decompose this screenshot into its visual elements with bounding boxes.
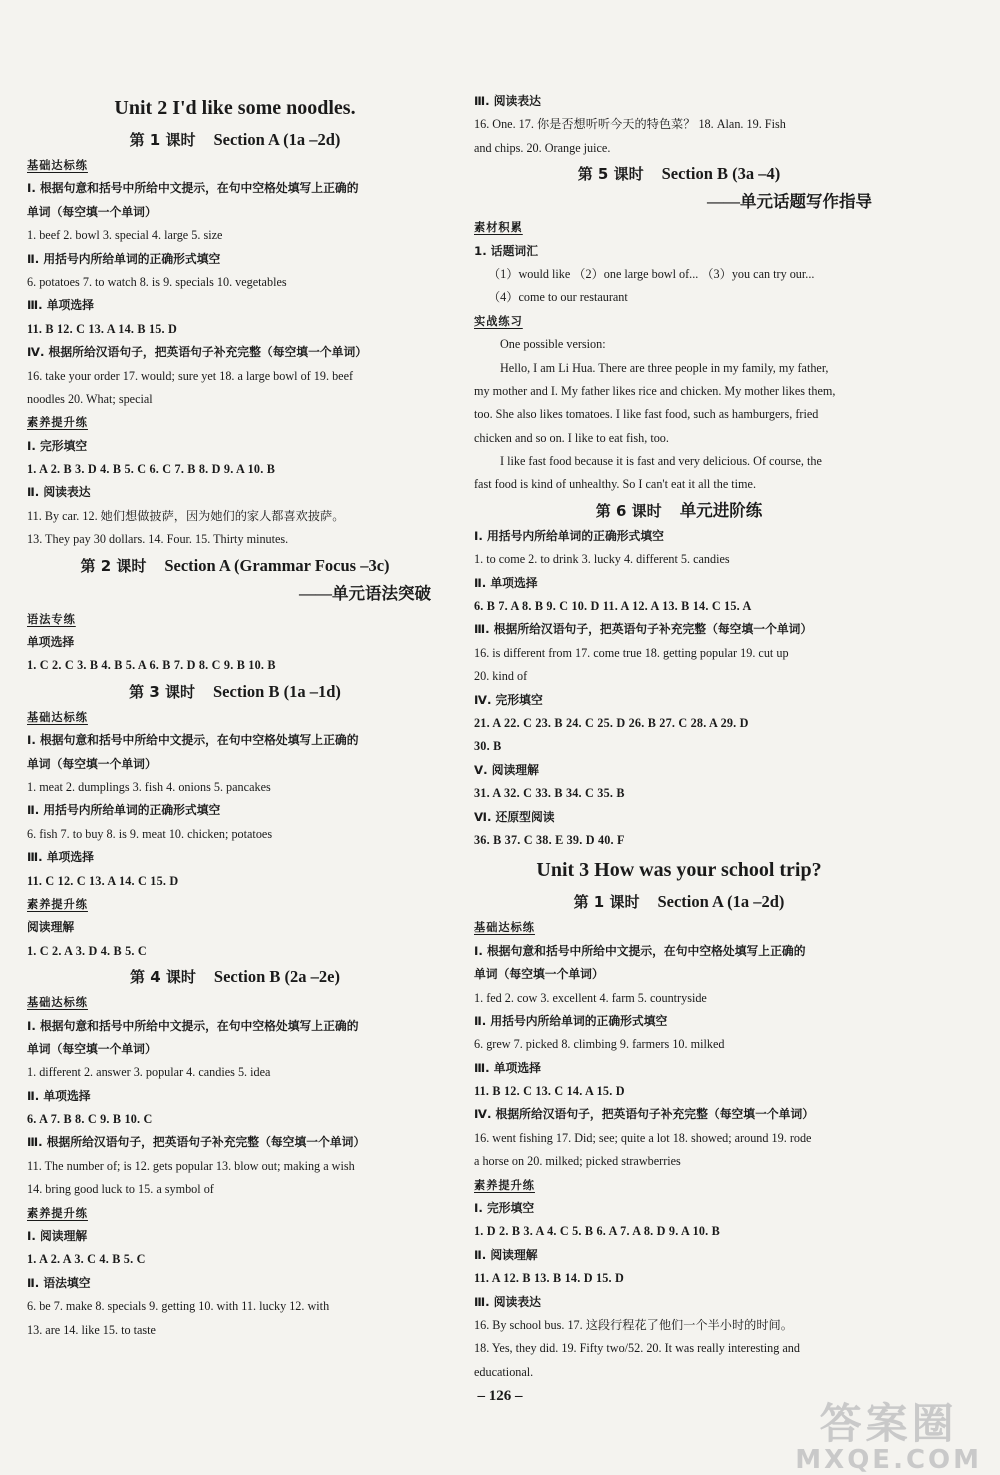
lesson-header bbox=[27, 963, 443, 991]
answer-line: 18. Yes, they did. 19. Fifty two/52. 20. It was really interesting and bbox=[474, 1341, 800, 1356]
lesson-number: 第 1 课时 bbox=[573, 893, 640, 912]
lesson-section: Section A (1a –2d) bbox=[213, 130, 341, 149]
answer-line: 11. C 12. C 13. A 14. C 15. D bbox=[27, 873, 179, 888]
answer-line: chicken and so on. I like to eat fish, too. bbox=[474, 430, 669, 445]
practice-category: 基础达标练 bbox=[27, 996, 88, 1010]
watermark-domain: MXQE.COM bbox=[795, 1445, 982, 1475]
answer-line: 36. B 37. C 38. E 39. D 40. F bbox=[474, 832, 625, 847]
essay-line: One possible version: bbox=[500, 337, 606, 352]
answer-line: 6. fish 7. to buy 8. is 9. meat 10. chicken; potatoes bbox=[27, 826, 273, 841]
practice-category: 基础达标练 bbox=[27, 710, 88, 724]
exercise-instruction: Ⅰ. 用括号内所给单词的正确形式填空 bbox=[474, 528, 664, 543]
practice-category: 素养提升练 bbox=[27, 897, 88, 911]
exercise-instruction: Ⅳ. 完形填空 bbox=[474, 692, 543, 707]
answer-line: 14. bring good luck to 15. a symbol of bbox=[27, 1182, 214, 1197]
vocab-line: （4）come to our restaurant bbox=[488, 290, 628, 305]
lesson-header bbox=[27, 126, 443, 154]
essay-line: I like fast food because it is fast and very delicious. Of course, the bbox=[500, 454, 822, 469]
lesson-section: Section B (3a –4) bbox=[661, 164, 781, 184]
lesson-subtitle: ——单元话题写作指导 bbox=[707, 192, 872, 212]
right-column bbox=[474, 90, 884, 1384]
answer-line: 11. B 12. C 13. C 14. A 15. D bbox=[474, 1084, 625, 1099]
answer-line: and chips. 20. Orange juice. bbox=[474, 140, 611, 155]
exercise-instruction: Ⅱ. 阅读理解 bbox=[474, 1247, 538, 1262]
lesson-header bbox=[27, 678, 443, 706]
exercise-instruction: Ⅰ. 根据句意和括号中所给中文提示，在句中空格处填写上正确的 bbox=[27, 733, 359, 748]
lesson-section: Section B (2a –2e) bbox=[213, 967, 340, 987]
lesson-header bbox=[474, 497, 884, 525]
category-line bbox=[27, 154, 443, 177]
site-watermark bbox=[795, 1399, 982, 1475]
answer-line: 1. D 2. B 3. A 4. C 5. B 6. A 7. A 8. D 9. A 10. B bbox=[474, 1224, 721, 1239]
answer-line: 11. The number of; is 12. gets popular 13. blow out; making a wish bbox=[27, 1158, 355, 1173]
answer-line: 30. B bbox=[474, 739, 502, 754]
left-column bbox=[27, 90, 443, 1342]
category-line bbox=[474, 216, 884, 239]
practice-category: 素养提升练 bbox=[27, 1206, 88, 1220]
watermark-logo-text: 答案圈 bbox=[819, 1399, 958, 1448]
category-line bbox=[27, 991, 443, 1014]
category-line bbox=[27, 893, 443, 916]
exercise-instruction: Ⅱ. 单项选择 bbox=[474, 575, 538, 590]
lesson-subtitle: ——单元语法突破 bbox=[299, 583, 431, 603]
answer-line: 13. They pay 30 dollars. 14. Four. 15. Thirty minutes. bbox=[27, 532, 289, 547]
exercise-instruction: 单词（每空填一个单词） bbox=[27, 1041, 157, 1056]
answer-line: 13. are 14. like 15. to taste bbox=[27, 1322, 156, 1337]
page-number: – 126 – bbox=[477, 1388, 523, 1404]
exercise-instruction: Ⅲ. 单项选择 bbox=[474, 1060, 541, 1075]
exercise-instruction: Ⅳ. 根据所给汉语句子，把英语句子补充完整（每空填一个单词） bbox=[474, 1107, 815, 1122]
exercise-instruction: Ⅰ. 完形填空 bbox=[27, 438, 88, 453]
answer-line: fast food is kind of unhealthy. So I can't eat it all the time. bbox=[474, 477, 756, 492]
lesson-section: Section A (Grammar Focus –3c) bbox=[164, 555, 390, 575]
exercise-instruction: Ⅰ. 阅读理解 bbox=[27, 1229, 88, 1244]
answer-line: 6. A 7. B 8. C 9. B 10. C bbox=[27, 1112, 153, 1127]
category-line bbox=[27, 411, 443, 434]
answer-line: 6. grew 7. picked 8. climbing 9. farmers 10. milked bbox=[474, 1037, 725, 1052]
exercise-instruction: Ⅰ. 完形填空 bbox=[474, 1201, 535, 1216]
exercise-instruction: Ⅱ. 用括号内所给单词的正确形式填空 bbox=[27, 251, 221, 266]
exercise-instruction: Ⅵ. 还原型阅读 bbox=[474, 809, 555, 824]
answer-line: 6. potatoes 7. to watch 8. is 9. specials 10. vegetables bbox=[27, 274, 287, 289]
answer-line: 31. A 32. C 33. B 34. C 35. B bbox=[474, 786, 625, 801]
practice-category: 基础达标练 bbox=[27, 159, 88, 172]
answer-line: 11. A 12. B 13. B 14. D 15. D bbox=[474, 1271, 625, 1286]
category-line bbox=[474, 916, 884, 939]
answer-line: 1. A 2. B 3. D 4. B 5. C 6. C 7. B 8. D 9. A 10. B bbox=[27, 462, 276, 477]
answer-line: 1. fed 2. cow 3. excellent 4. farm 5. countryside bbox=[474, 990, 707, 1005]
exercise-instruction: 单词（每空填一个单词） bbox=[474, 967, 604, 982]
exercise-instruction: Ⅱ. 用括号内所给单词的正确形式填空 bbox=[474, 1013, 668, 1028]
exercise-instruction: Ⅲ. 根据所给汉语句子，把英语句子补充完整（每空填一个单词） bbox=[27, 1135, 366, 1150]
exercise-instruction: Ⅲ. 阅读表达 bbox=[474, 1294, 541, 1309]
answer-line: 1. A 2. A 3. C 4. B 5. C bbox=[27, 1252, 146, 1267]
lesson-number: 第 1 课时 bbox=[129, 131, 196, 149]
practice-category: 基础达标练 bbox=[474, 921, 535, 935]
answer-line: 21. A 22. C 23. B 24. C 25. D 26. B 27. C 28. A 29. D bbox=[474, 715, 749, 730]
exercise-instruction: Ⅲ. 单项选择 bbox=[27, 850, 94, 865]
lesson-number: 第 4 课时 bbox=[130, 968, 196, 987]
practice-category: 语法专练 bbox=[27, 612, 76, 626]
exercise-instruction: Ⅰ. 根据句意和括号中所给中文提示，在句中空格处填写上正确的 bbox=[474, 943, 806, 958]
essay-line: Hello, I am Li Hua. There are three people in my family, my father, bbox=[500, 360, 829, 375]
answer-line: 1. beef 2. bowl 3. special 4. large 5. size bbox=[27, 228, 223, 243]
category-line bbox=[27, 1202, 443, 1225]
answer-line: 16. By school bus. 17. 这段行程花了他们一个半小时的时间。 bbox=[474, 1317, 793, 1332]
lesson-header bbox=[27, 552, 443, 580]
lesson-section: Section B (1a –1d) bbox=[213, 681, 341, 701]
lesson-section: 单元进阶练 bbox=[679, 500, 763, 520]
answer-line: 6. B 7. A 8. B 9. C 10. D 11. A 12. A 13. B 14. C 15. A bbox=[474, 599, 752, 614]
answer-line: 16. One. 17. 你是否想听听今天的特色菜？ 18. Alan. 19. Fish bbox=[474, 117, 786, 132]
exercise-instruction: 单词（每空填一个单词） bbox=[27, 204, 157, 219]
exercise-instruction: 单项选择 bbox=[27, 635, 75, 650]
exercise-instruction: 1. 话题词汇 bbox=[474, 243, 538, 258]
lesson-section: Section A (1a –2d) bbox=[657, 892, 785, 912]
practice-category: 素养提升练 bbox=[27, 416, 88, 430]
unit-title: Unit 3 How was your school trip? bbox=[536, 859, 822, 882]
answer-line: 16. is different from 17. come true 18. getting popular 19. cut up bbox=[474, 645, 789, 660]
unit-title: Unit 2 I'd like some noodles. bbox=[114, 97, 356, 119]
category-line bbox=[27, 706, 443, 729]
exercise-instruction: Ⅲ. 单项选择 bbox=[27, 298, 94, 313]
exercise-instruction: Ⅰ. 根据句意和括号中所给中文提示，在句中空格处填写上正确的 bbox=[27, 1018, 359, 1033]
answer-line: 1. meat 2. dumplings 3. fish 4. onions 5. pancakes bbox=[27, 779, 271, 794]
exercise-instruction: Ⅱ. 用括号内所给单词的正确形式填空 bbox=[27, 803, 221, 818]
answer-line: too. She also likes tomatoes. I like fast food, such as hamburgers, fried bbox=[474, 407, 819, 422]
exercise-instruction: Ⅱ. 单项选择 bbox=[27, 1088, 91, 1103]
answer-line: 1. C 2. A 3. D 4. B 5. C bbox=[27, 943, 147, 958]
answer-line: a horse on 20. milked; picked strawberries bbox=[474, 1154, 681, 1169]
exercise-instruction: 阅读理解 bbox=[27, 920, 75, 935]
practice-category: 素材积累 bbox=[474, 221, 523, 235]
answer-line: 6. be 7. make 8. specials 9. getting 10. with 11. lucky 12. with bbox=[27, 1299, 330, 1314]
exercise-instruction: Ⅰ. 根据句意和括号中所给中文提示，在句中空格处填写上正确的 bbox=[27, 181, 359, 196]
exercise-instruction: Ⅲ. 根据所给汉语句子，把英语句子补充完整（每空填一个单词） bbox=[474, 622, 813, 637]
lesson-number: 第 2 课时 bbox=[80, 556, 147, 575]
answer-line: 16. take your order 17. would; sure yet 18. a large bowl of 19. beef bbox=[27, 368, 354, 383]
practice-category: 实战练习 bbox=[474, 314, 523, 328]
answer-line: 1. C 2. C 3. B 4. B 5. A 6. B 7. D 8. C 9. B 10. B bbox=[27, 658, 276, 673]
vocab-line: （1）would like （2）one large bowl of... （3）you can try our... bbox=[488, 266, 815, 281]
answer-line: 16. went fishing 17. Did; see; quite a lot 18. showed; around 19. rode bbox=[474, 1130, 812, 1145]
lesson-header bbox=[474, 160, 884, 188]
category-line bbox=[474, 1174, 884, 1197]
exercise-instruction: Ⅱ. 阅读表达 bbox=[27, 485, 91, 500]
lesson-number: 第 3 课时 bbox=[129, 682, 195, 701]
exercise-instruction: 单词（每空填一个单词） bbox=[27, 756, 157, 771]
category-line bbox=[474, 310, 884, 333]
answer-line: 11. B 12. C 13. A 14. B 15. D bbox=[27, 321, 178, 336]
answer-line: 20. kind of bbox=[474, 669, 528, 684]
exercise-instruction: Ⅴ. 阅读理解 bbox=[474, 762, 539, 777]
lesson-number: 第 6 课时 bbox=[595, 501, 662, 520]
exercise-instruction: Ⅱ. 语法填空 bbox=[27, 1275, 91, 1290]
answer-line: noodles 20. What; special bbox=[27, 391, 153, 406]
lesson-header bbox=[474, 888, 884, 916]
answer-line: 11. By car. 12. 她们想做披萨，因为她们的家人都喜欢披萨。 bbox=[27, 508, 345, 523]
answer-line: 1. different 2. answer 3. popular 4. candies 5. idea bbox=[27, 1065, 271, 1080]
answer-line: 1. to come 2. to drink 3. lucky 4. different 5. candies bbox=[474, 552, 730, 567]
category-line bbox=[27, 608, 443, 631]
lesson-number: 第 5 课时 bbox=[577, 165, 644, 184]
exercise-instruction: Ⅳ. 根据所给汉语句子，把英语句子补充完整（每空填一个单词） bbox=[27, 345, 368, 360]
practice-category: 素养提升练 bbox=[474, 1178, 535, 1192]
answer-line: educational. bbox=[474, 1364, 534, 1379]
exercise-instruction: Ⅲ. 阅读表达 bbox=[474, 94, 541, 108]
answer-line: my mother and I. My father likes rice and chicken. My mother likes them, bbox=[474, 383, 836, 398]
